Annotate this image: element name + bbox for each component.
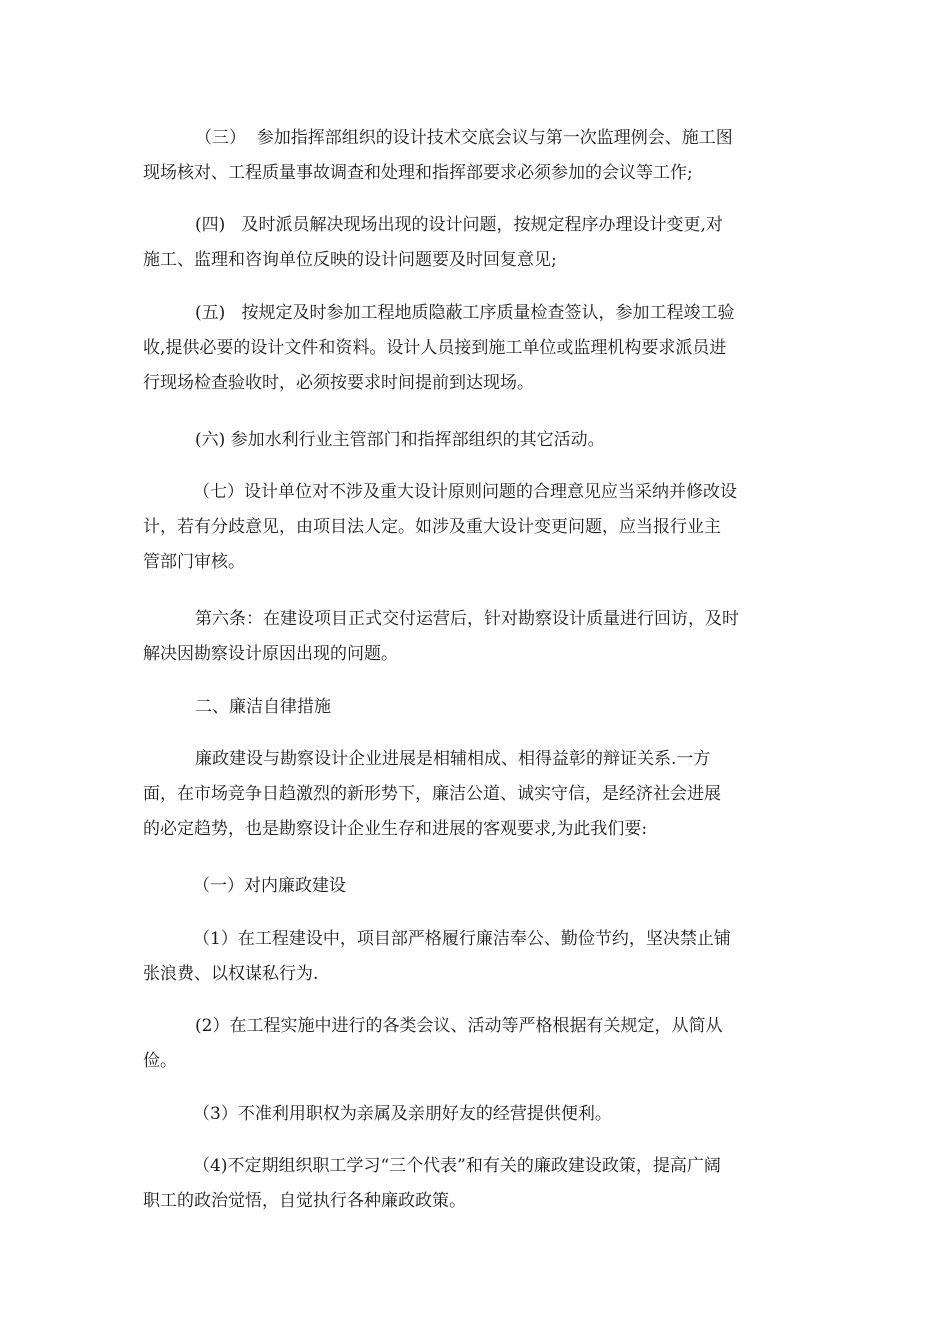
paragraph-item-3 [143, 121, 823, 191]
paragraph-line: (六) 参加水利行业主管部门和指挥部组织的其它活动。 [195, 430, 605, 450]
paragraph-line: 解决因勘察设计原因出现的问题。 [143, 644, 398, 664]
paragraph-line: 收,提供必要的设计文件和资料。设计人员接到施工单位或监理机构要求派员进 [143, 338, 727, 358]
paragraph-line: 的必定趋势，也是勘察设计企业生存和进展的客观要求,为此我们要: [143, 819, 648, 839]
subsection-title: （一）对内廉政建设 [193, 876, 346, 896]
paragraph-line: 廉政建设与勘察设计企业进展是相辅相成、相得益彰的辩证关系.一方 [195, 749, 711, 769]
paragraph-item-7 [143, 475, 823, 580]
section-heading-integrity [143, 690, 823, 725]
paragraph-line: 面，在市场竞争日趋激烈的新形势下，廉洁公道、诚实守信，是经济社会进展 [143, 784, 721, 804]
article-six-paragraph [143, 602, 823, 672]
paragraph-line: （七）设计单位对不涉及重大设计原则问题的合理意见应当采纳并修改设 [193, 482, 737, 502]
paragraph-line: (2）在工程实施中进行的各类会议、活动等严格根据有关规定，从简从 [195, 1016, 723, 1036]
paragraph-line: 张浪费、以权谋私行为. [143, 964, 319, 984]
paragraph-line: 职工的政治觉悟，自觉执行各种廉政政策。 [143, 1191, 466, 1211]
paragraph-line: 第六条：在建设项目正式交付运营后，针对勘察设计质量进行回访，及时 [195, 609, 739, 629]
paragraph-item-6 [143, 423, 823, 458]
paragraph-line: 计，若有分歧意见，由项目法人定。如涉及重大设计变更问题，应当报行业主 [143, 517, 721, 537]
paragraph-line: （3）不准利用职权为亲属及亲朋好友的经营提供便利。 [193, 1104, 612, 1124]
paragraph-line: 现场核对、工程质量事故调查和处理和指挥部要求必须参加的会议等工作; [143, 163, 693, 183]
intro-paragraph [143, 742, 823, 847]
paragraph-line: 施工、监理和咨询单位反映的设计问题要及时回复意见; [143, 250, 557, 270]
paragraph-item-5 [143, 296, 823, 401]
subsection-heading [143, 869, 823, 904]
paragraph-item-4 [143, 208, 823, 278]
list-item-4 [143, 1149, 823, 1219]
paragraph-line: (五) 按规定及时参加工程地质隐蔽工序质量检查签认，参加工程竣工验 [195, 303, 735, 323]
paragraph-line: 行现场检查验收时，必须按要求时间提前到达现场。 [143, 373, 534, 393]
paragraph-line: （1）在工程建设中，项目部严格履行廉洁奉公、勤俭节约，坚决禁止铺 [193, 929, 731, 949]
paragraph-line: （4)不定期组织职工学习“三个代表”和有关的廉政建设政策，提高广阔 [193, 1156, 721, 1176]
list-item-2 [143, 1009, 823, 1079]
list-item-3 [143, 1097, 823, 1132]
paragraph-line: (四) 及时派员解决现场出现的设计问题，按规定程序办理设计变更,对 [195, 215, 723, 235]
section-heading: 二、廉洁自律措施 [195, 697, 331, 717]
paragraph-line: （三） 参加指挥部组织的设计技术交底会议与第一次监理例会、施工图 [195, 128, 733, 148]
paragraph-line: 俭。 [143, 1051, 177, 1071]
list-item-1 [143, 922, 823, 992]
paragraph-line: 管部门审核。 [143, 552, 245, 572]
